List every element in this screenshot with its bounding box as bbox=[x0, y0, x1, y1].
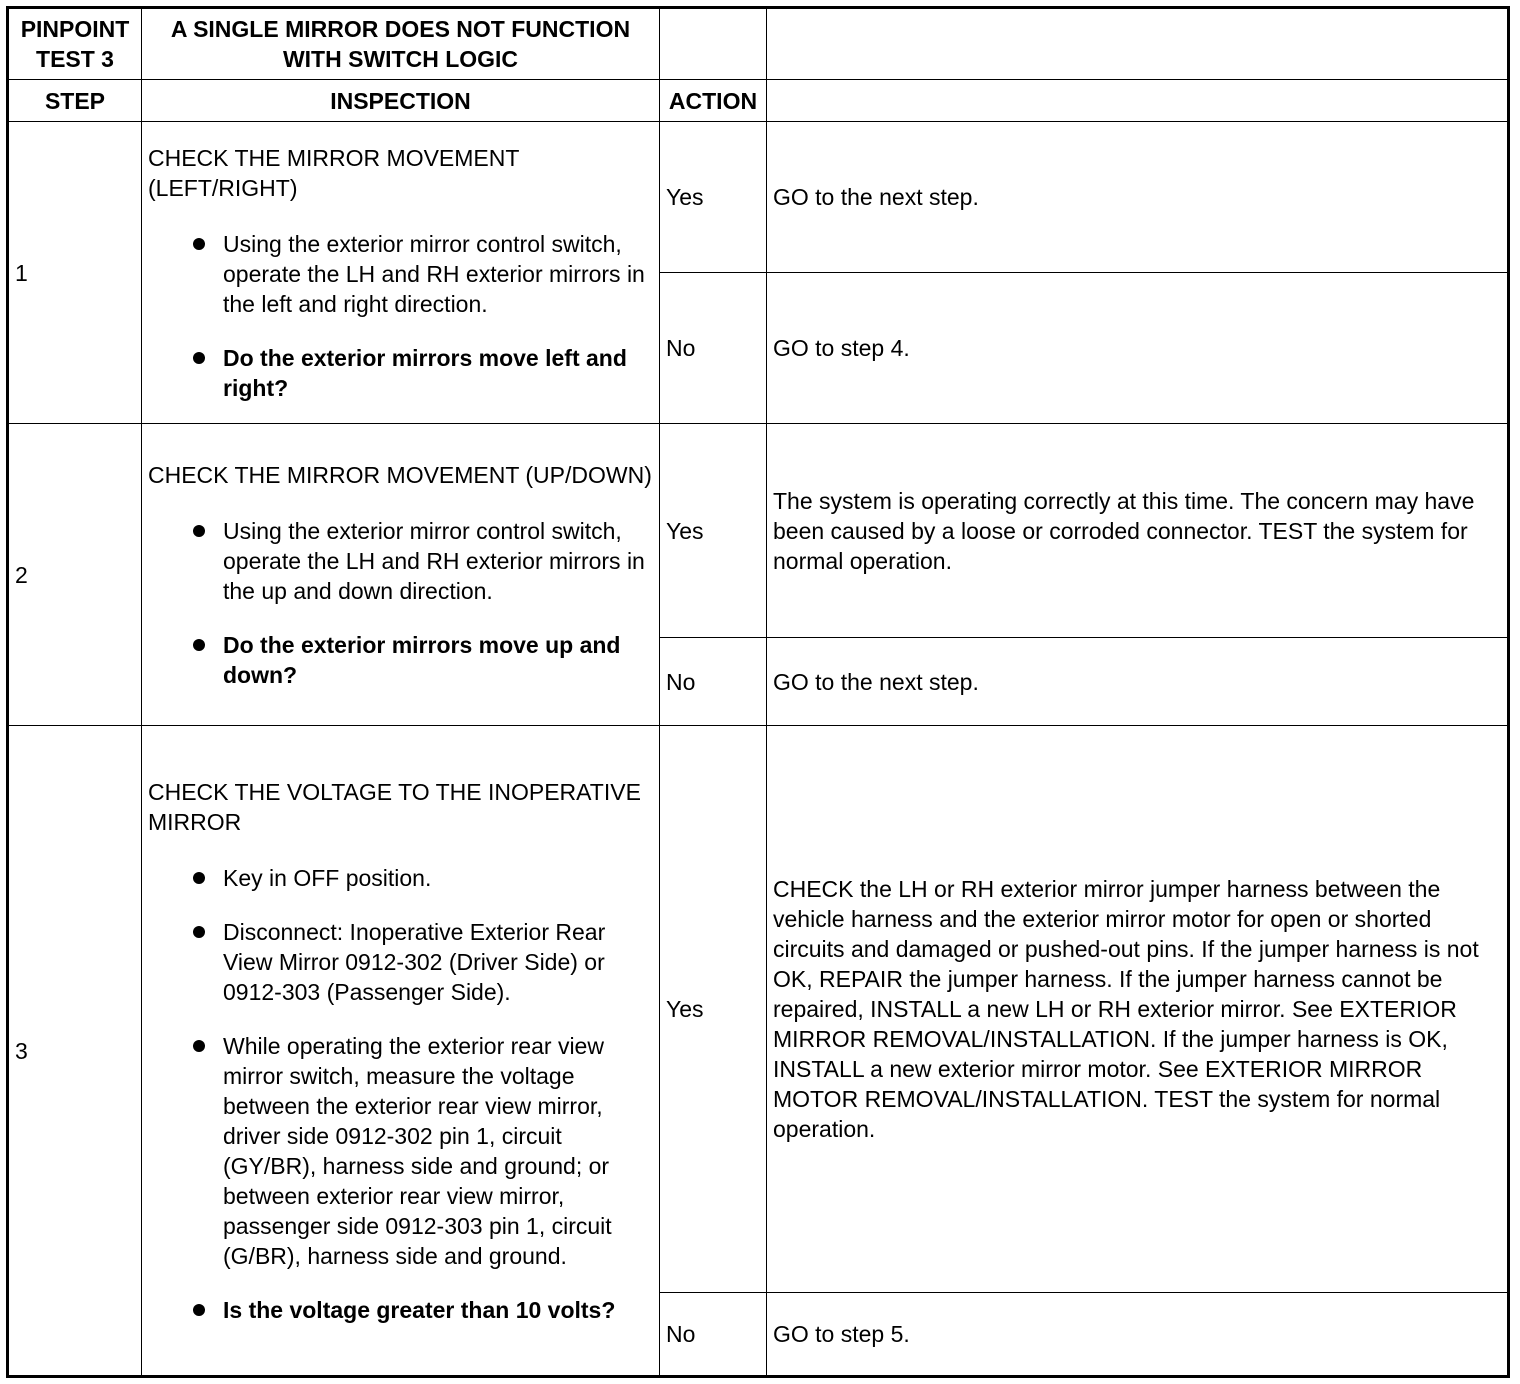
step-number: 1 bbox=[8, 122, 142, 424]
action-column-header: ACTION bbox=[660, 80, 767, 122]
bullet-icon bbox=[193, 525, 205, 537]
step-row bbox=[8, 424, 1509, 638]
action-yes-label: Yes bbox=[660, 424, 767, 638]
step-column-header: STEP bbox=[8, 80, 142, 122]
step-row bbox=[8, 122, 1509, 273]
bullet-icon bbox=[193, 1040, 205, 1052]
inspection-title: CHECK THE MIRROR MOVEMENT (LEFT/RIGHT) bbox=[148, 144, 520, 201]
action-no-label: No bbox=[660, 1293, 767, 1377]
inspection-cell bbox=[142, 424, 660, 726]
inspection-bullet bbox=[148, 1031, 653, 1271]
inspection-bullet bbox=[148, 917, 653, 1007]
inspection-question bbox=[148, 630, 653, 690]
inspection-bullets bbox=[148, 229, 653, 403]
pinpoint-test-table bbox=[6, 6, 1510, 1378]
action-no-label: No bbox=[660, 638, 767, 726]
action-yes-label: Yes bbox=[660, 122, 767, 273]
title-row-empty-cell bbox=[767, 8, 1509, 80]
inspection-cell bbox=[142, 122, 660, 424]
bullet-text: While operating the exterior rear view mirror switch, measure the voltage between the exterior rear view mirror, driver side 0912-302 pin 1, circuit (GY/BR), harness side and ground; or between exterior rear view mirror, passenger side 0912-303 pin 1, circuit (G/BR), harness side and ground. bbox=[223, 1032, 612, 1269]
inspection-column-header: INSPECTION bbox=[142, 80, 660, 122]
inspection-bullet bbox=[148, 229, 653, 319]
test-title: A SINGLE MIRROR DOES NOT FUNCTION WITH SWITCH LOGIC bbox=[142, 8, 660, 80]
bullet-icon bbox=[193, 238, 205, 250]
action-yes-text: The system is operating correctly at this time. The concern may have been caused by a loose or corroded connector. TEST the system for normal operation. bbox=[767, 424, 1509, 638]
action-yes-text: CHECK the LH or RH exterior mirror jumper harness between the vehicle harness and the exterior mirror motor for open or shorted circuits and damaged or pushed-out pins. If the jumper harness is not OK, REPAIR the jumper harness. If the jumper harness cannot be repaired, INSTALL a new LH or RH exterior mirror. See EXTERIOR MIRROR REMOVAL/INSTALLATION. If the jumper harness is OK, INSTALL a new exterior mirror motor. See EXTERIOR MIRROR MOTOR REMOVAL/INSTALLATION. TEST the system for normal operation. bbox=[767, 726, 1509, 1293]
question-text: Do the exterior mirrors move up and down? bbox=[223, 631, 621, 688]
title-row bbox=[8, 8, 1509, 80]
column-header-row bbox=[8, 80, 1509, 122]
action-no-text: GO to step 5. bbox=[767, 1293, 1509, 1377]
inspection-bullets bbox=[148, 516, 653, 690]
bullet-icon bbox=[193, 1304, 205, 1316]
inspection-bullets bbox=[148, 863, 653, 1325]
inspection-question bbox=[148, 1295, 653, 1325]
inspection-title: CHECK THE VOLTAGE TO THE INOPERATIVE MIRROR bbox=[148, 778, 641, 835]
step-number: 3 bbox=[8, 726, 142, 1377]
bullet-text: Using the exterior mirror control switch, operate the LH and RH exterior mirrors in the left and right direction. bbox=[223, 230, 645, 317]
inspection-bullet bbox=[148, 863, 653, 893]
action-no-label: No bbox=[660, 273, 767, 424]
bullet-icon bbox=[193, 872, 205, 884]
bullet-icon bbox=[193, 639, 205, 651]
bullet-text: Key in OFF position. bbox=[223, 864, 432, 891]
bullet-icon bbox=[193, 926, 205, 938]
action-yes-text: GO to the next step. bbox=[767, 122, 1509, 273]
action-no-text: GO to the next step. bbox=[767, 638, 1509, 726]
step-row bbox=[8, 726, 1509, 1293]
action-no-text: GO to step 4. bbox=[767, 273, 1509, 424]
bullet-text: Disconnect: Inoperative Exterior Rear View Mirror 0912-302 (Driver Side) or 0912-303 (Passenger Side). bbox=[223, 918, 606, 1005]
bullet-text: Using the exterior mirror control switch, operate the LH and RH exterior mirrors in the up and down direction. bbox=[223, 517, 645, 604]
title-row-empty-cell bbox=[660, 8, 767, 80]
bullet-icon bbox=[193, 352, 205, 364]
pinpoint-test-label: PINPOINT TEST 3 bbox=[8, 8, 142, 80]
inspection-bullet bbox=[148, 516, 653, 606]
inspection-question bbox=[148, 343, 653, 403]
inspection-cell bbox=[142, 726, 660, 1377]
question-text: Do the exterior mirrors move left and right? bbox=[223, 344, 627, 401]
step-number: 2 bbox=[8, 424, 142, 726]
question-text: Is the voltage greater than 10 volts? bbox=[223, 1296, 616, 1323]
header-row-empty-cell bbox=[767, 80, 1509, 122]
inspection-title: CHECK THE MIRROR MOVEMENT (UP/DOWN) bbox=[148, 461, 652, 488]
action-yes-label: Yes bbox=[660, 726, 767, 1293]
